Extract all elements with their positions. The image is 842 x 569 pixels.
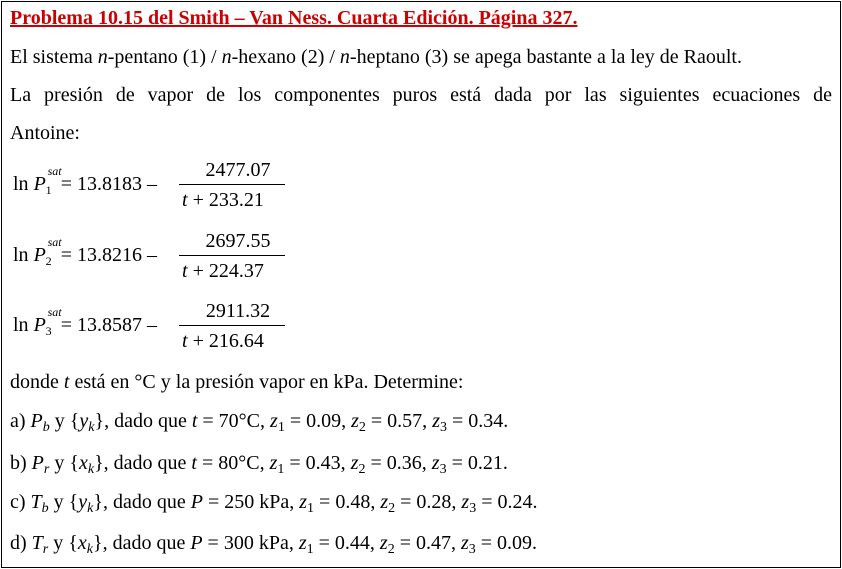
text-fragment: t [191,410,198,432]
text-fragment: sat [47,305,62,319]
text-fragment: 1 [307,501,315,516]
text-fragment: }, dado que [92,532,191,554]
text-fragment: = 0.09, [284,410,352,432]
text-fragment: 2 [387,542,395,557]
intro-text: -hexano (2) / [231,46,340,68]
part-d [10,532,537,557]
fraction-bar [179,255,285,256]
antoine-equation-2 [13,230,313,282]
text-fragment: = 13.8183 – [60,173,158,195]
text-fragment: = 0.24. [476,491,538,513]
p-sat-symbol [33,305,62,338]
text-fragment: k [87,462,95,477]
text-fragment: b [42,420,50,435]
text-fragment: ln [13,173,29,195]
text-fragment: = 13.8587 – [60,314,158,336]
text-fragment: ln [13,244,29,266]
text-fragment: k [87,501,94,516]
text-fragment: = 0.48, [314,491,381,513]
text-fragment: z [269,452,278,474]
text-fragment: z [350,452,359,474]
text-fragment: c) [10,491,31,513]
equation-numerator: 2697.55 [205,230,271,252]
antoine-equation-1 [13,159,313,211]
equation-denominator [182,260,264,283]
fraction-bar [179,184,285,185]
text-fragment: + 224.37 [192,260,264,282]
text-fragment: 1 [277,420,285,435]
text-fragment: z [299,491,308,513]
part-c [10,491,537,516]
text-fragment: z [380,491,389,513]
text-fragment: d) [10,532,32,554]
text-fragment: P [33,244,46,266]
text-fragment: 1 [277,462,285,477]
text-fragment: k [88,420,95,435]
antoine-equation-3 [13,300,313,352]
text-fragment: z [298,532,307,554]
p-sat-symbol [33,164,62,197]
text-fragment: sat [47,164,62,178]
text-fragment: k [86,542,93,557]
text-fragment: = 0.21. [446,452,508,474]
intro-line-1 [10,46,742,68]
text-fragment: z [431,452,440,474]
text-fragment: y [78,491,88,513]
fraction-bar [179,325,285,326]
text-fragment: = 300 kPa, [202,532,299,554]
text-fragment: }, dado que [94,452,192,474]
intro-line-3: Antoine: [10,122,80,144]
text-fragment: r [42,542,49,557]
text-fragment: 2 [358,462,366,477]
text-fragment: t [182,260,188,282]
text-fragment: t [191,452,197,474]
equation-denominator [182,189,264,212]
part-a [10,410,508,435]
text-fragment: = 13.8216 – [60,244,158,266]
n-italic: n [97,46,108,68]
text-fragment: = 0.47, [394,532,461,554]
text-fragment: 3 [439,420,447,435]
text-fragment: está en °C y la presión vapor en kPa. Determine: [69,371,464,393]
text-fragment: 2 [358,420,366,435]
text-fragment: y { [49,410,80,432]
text-fragment: 3 [45,324,52,338]
text-fragment: z [351,410,359,432]
text-fragment: 3 [469,501,477,516]
text-fragment: 2 [388,501,396,516]
text-fragment: y [79,410,89,432]
text-fragment: = 0.34. [446,410,509,432]
text-fragment: }, dado que [94,410,192,432]
text-fragment: = 0.36, [365,452,432,474]
text-fragment: = 0.28, [395,491,462,513]
equation-lhs [13,164,158,197]
intro-text: -pentano (1) / [107,46,222,68]
text-fragment: T [31,532,43,554]
text-fragment: z [379,532,388,554]
equation-lhs [13,305,158,338]
text-fragment: z [461,491,470,513]
problem-title: Problema 10.15 del Smith – Van Ness. Cuarta Edición. Página 327. [10,7,578,29]
intro-text: El sistema [10,46,98,68]
text-fragment: }, dado que [93,491,191,513]
text-fragment: = 70°C, [197,410,271,432]
text-fragment: 3 [439,462,447,477]
text-fragment: P [190,491,203,513]
text-fragment: donde [10,371,64,393]
text-fragment: + 216.64 [192,330,264,352]
n-italic: n [221,46,232,68]
text-fragment: z [270,410,278,432]
text-fragment: t [182,330,188,352]
part-b [10,452,508,477]
text-fragment: P [33,173,46,195]
text-fragment: = 250 kPa, [202,491,300,513]
text-fragment: + 233.21 [192,189,264,211]
text-fragment: T [30,491,42,513]
text-fragment: P [31,452,44,474]
text-fragment: = 0.43, [284,452,351,474]
text-fragment: = 0.57, [365,410,433,432]
text-fragment: b [41,501,49,516]
text-fragment: P [30,410,43,432]
text-fragment: b) [10,452,32,474]
text-fragment: P [190,532,203,554]
text-fragment: x [77,532,87,554]
equation-numerator: 2477.07 [205,159,271,181]
text-fragment: sat [47,235,62,249]
n-italic: n [339,46,350,68]
text-fragment: y { [48,532,78,554]
text-fragment: 3 [468,542,476,557]
text-fragment: r [43,462,50,477]
text-fragment: z [460,532,469,554]
text-fragment: a) [10,410,31,432]
p-sat-symbol [33,235,62,268]
intro-line-2: La presión de vapor de los componentes puros está dada por las siguientes ecuaciones de [10,84,832,106]
text-fragment: P [33,314,46,336]
text-fragment: y { [49,452,79,474]
text-fragment: 2 [45,254,52,268]
equation-lhs [13,235,158,268]
equation-denominator [182,330,264,353]
text-fragment: ln [13,314,29,336]
text-fragment: = 0.09. [475,532,538,554]
text-fragment: z [432,410,440,432]
text-fragment: 1 [45,183,52,197]
text-fragment: 1 [306,542,314,557]
text-fragment: = 0.44, [313,532,380,554]
text-fragment: t [63,371,70,393]
text-fragment: x [78,452,88,474]
text-fragment: = 80°C, [196,452,270,474]
equation-numerator: 2911.32 [205,300,271,322]
intro-text: -heptano (3) se apega bastante a la ley de Raoult. [349,46,742,68]
units-line [10,371,463,393]
text-fragment: y { [48,491,79,513]
text-fragment: t [182,189,188,211]
